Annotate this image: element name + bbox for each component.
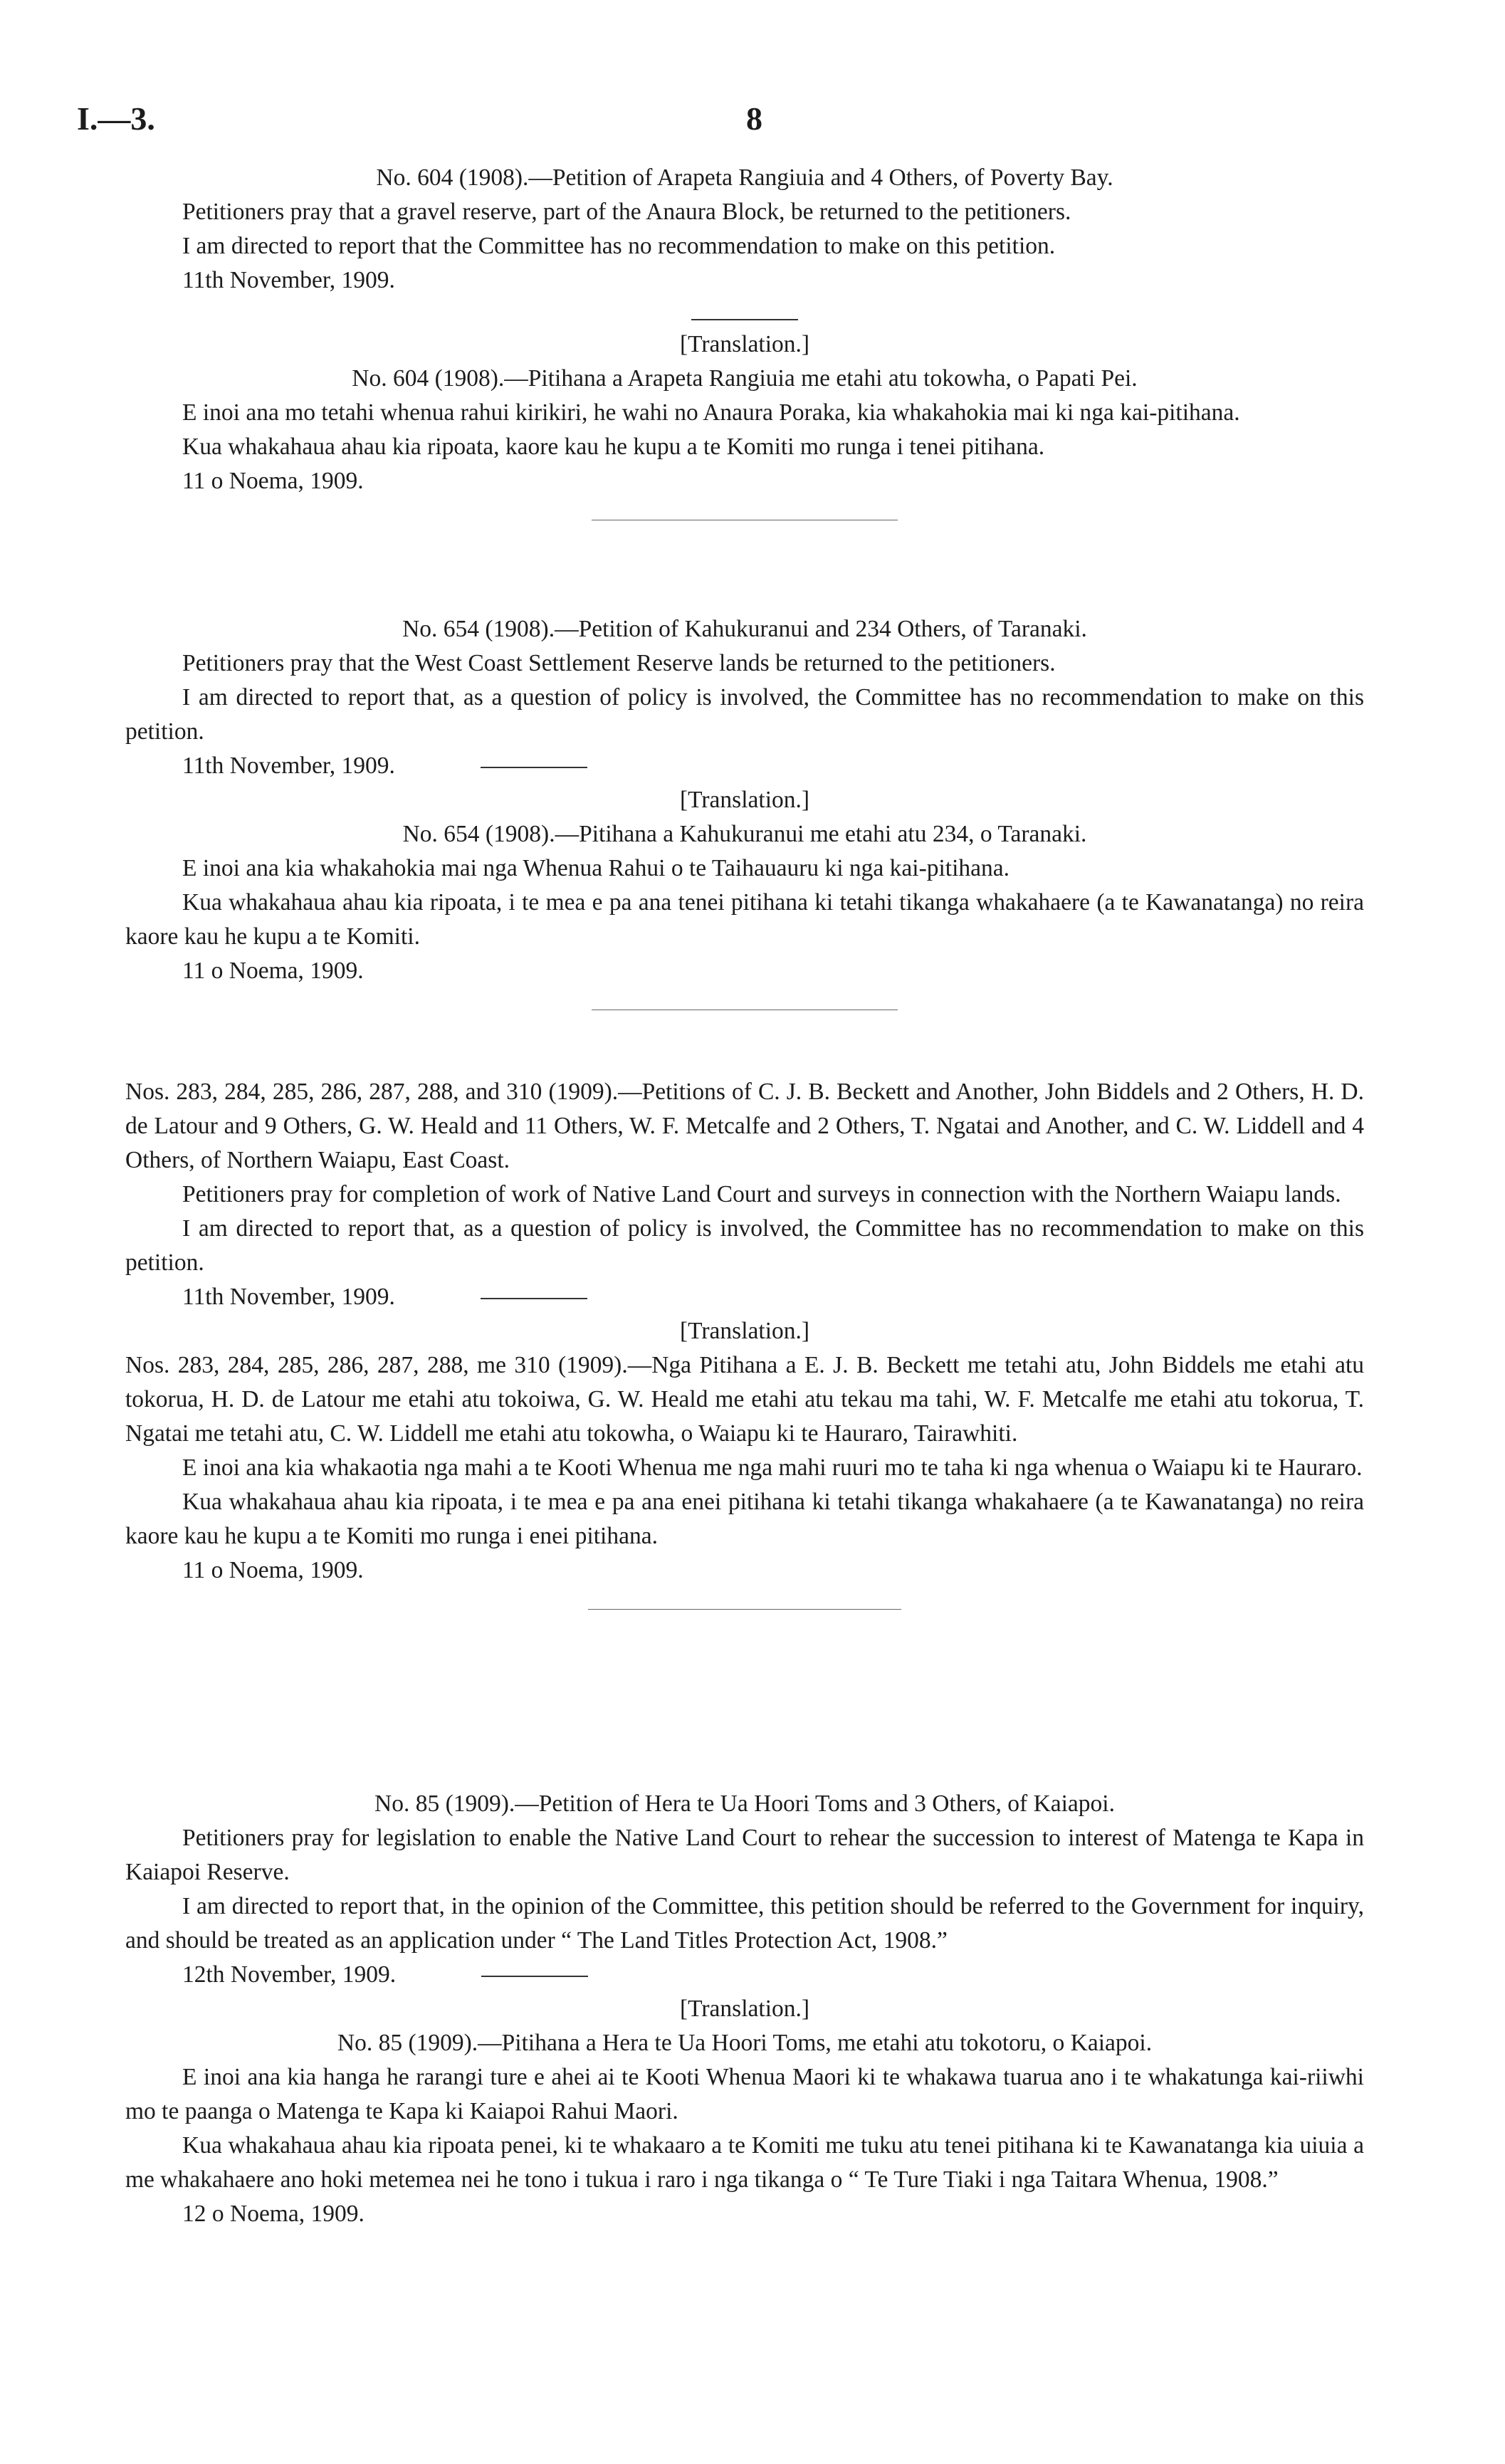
translation-title: No. 85 (1909).—Pitihana a Hera te Ua Hoori Toms, me etahi atu tokotoru, o Kaiapoi. [337,2030,1153,2056]
translation-title: Nos. 283, 284, 285, 286, 287, 288, me 310 (1909).—Nga Pitihana a E. J. B. Beckett me tetahi atu, John Biddels me etahi atu tokorua, H. D. de Latour me etahi atu tokoiwa, G. W. Heald me etahi atu tekau ma tahi, W. F. Metcalfe me etahi atu tokorua, T. Ngatai me tetahi atu, C. W. Liddell me etahi atu tokowha, o Waiapu ki te Hauraro, Tairawhiti. [125,1352,1364,1447]
translation-prayer: E inoi ana kia whakaotia nga mahi a te Kooti Whenua me nga mahi ruuri mo te taha ki nga whenua o Waiapu ki te Hauraro. [182,1454,1363,1481]
petition-title: No. 604 (1908).—Petition of Arapeta Rangiuia and 4 Others, of Poverty Bay. [376,164,1113,191]
date-text: 11th November, 1909. [182,1284,395,1310]
translation-label: [Translation.] [679,787,810,813]
translation-report: Kua whakahaua ahau kia ripoata, kaore kau he kupu a te Komiti mo runga i tenei pitihana. [182,434,1045,460]
translation-label: [Translation.] [679,1996,810,2022]
translation-label: [Translation.] [679,331,810,357]
translation-title: No. 604 (1908).—Pitihana a Arapeta Rangiuia me etahi atu tokowha, o Papati Pei. [352,365,1138,392]
translation-prayer: E inoi ana kia whakahokia mai nga Whenua Rahui o te Taihauauru ki nga kai-pitihana. [182,855,1010,881]
rule-divider [691,319,798,320]
translation-date: 11 o Noema, 1909. [182,1557,364,1583]
petition-date: 11th November, 1909. [182,267,395,293]
translation-report: Kua whakahaua ahau kia ripoata penei, ki te whakaaro a te Komiti me tuku atu tenei pitihana ki te Kawanatanga kia uiuia a me whakahaere ano hoki metemea nei he tono i tukua i raro i nga tikanga o “ Te Ture Tiaki i nga Taitara Whenua, 1908.” [125,2132,1364,2193]
petition-report: I am directed to report that the Committee has no recommendation to make on this petition. [182,233,1056,259]
signature-rule [481,1298,587,1299]
section-separator [588,1609,901,1610]
petition-date [125,749,1364,783]
date-text: 12th November, 1909. [182,1961,397,1988]
petition-title: Nos. 283, 284, 285, 286, 287, 288, and 310 (1909).—Petitions of C. J. B. Beckett and Another, John Biddels and 2 Others, H. D. de Latour and 9 Others, G. W. Heald and 11 Others, W. F. Metcalfe and 2 Others, T. Ngatai and Another, and C. W. Liddell and 4 Others, of Northern Waiapu, East Coast. [125,1079,1364,1173]
petition-report: I am directed to report that, as a question of policy is involved, the Committee has no recommendation to make on this petition. [125,1215,1364,1276]
signature-rule [481,1976,588,1977]
translation-title: No. 654 (1908).—Pitihana a Kahukuranui me etahi atu 234, o Taranaki. [402,821,1087,847]
date-text: 11th November, 1909. [182,753,395,779]
petition-title: No. 85 (1909).—Petition of Hera te Ua Hoori Toms and 3 Others, of Kaiapoi. [374,1791,1115,1817]
translation-date: 11 o Noema, 1909. [182,958,364,984]
petition-date [125,1280,1364,1314]
translation-label: [Translation.] [679,1318,810,1344]
translation-report: Kua whakahaua ahau kia ripoata, i te mea e pa ana tenei pitihana ki tetahi tikanga whakahaere (a te Kawanatanga) no reira kaore kau he kupu a te Komiti. [125,889,1364,950]
petition-report: I am directed to report that, in the opinion of the Committee, this petition should be referred to the Government for inquiry, and should be treated as an application under “ The Land Titles Protection Act, 1908.” [125,1893,1364,1954]
petition-report: I am directed to report that, as a question of policy is involved, the Committee has no recommendation to make on this petition. [125,684,1364,745]
translation-prayer: E inoi ana kia hanga he rarangi ture e ahei ai te Kooti Whenua Maori ki te whakawa tuarua ano i te whakatunga kai-riiwhi mo te paanga o Matenga te Kapa ki Kaiapoi Rahui Maori. [125,2064,1364,2124]
petition-title: No. 654 (1908).—Petition of Kahukuranui and 234 Others, of Taranaki. [402,616,1087,642]
petition-604 [125,161,1364,542]
petition-prayer: Petitioners pray for completion of work of Native Land Court and surveys in connection with the Northern Waiapu lands. [182,1181,1341,1207]
translation-report: Kua whakahaua ahau kia ripoata, i te mea e pa ana enei pitihana ki tetahi tikanga whakahaere (a te Kawanatanga) no reira kaore kau he kupu a te Komiti mo runga i enei pitihana. [125,1489,1364,1549]
petition-prayer: Petitioners pray that the West Coast Settlement Reserve lands be returned to the petitioners. [182,650,1056,676]
petition-85 [125,1787,1364,2231]
petition-date [125,1958,1364,1992]
page-number: 8 [746,100,762,137]
translation-prayer: E inoi ana mo tetahi whenua rahui kirikiri, he wahi no Anaura Poraka, kia whakahokia mai ki nga kai-pitihana. [182,399,1240,426]
petition-prayer: Petitioners pray for legislation to enable the Native Land Court to rehear the succession to interest of Matenga te Kapa in Kaiapoi Reserve. [125,1825,1364,1885]
petition-283-310 [125,1075,1364,1631]
translation-date: 12 o Noema, 1909. [182,2201,365,2227]
petition-prayer: Petitioners pray that a gravel reserve, part of the Anaura Block, be returned to the petitioners. [182,199,1071,225]
petition-654 [125,612,1364,1032]
paper-reference: I.—3. [77,100,155,137]
translation-date: 11 o Noema, 1909. [182,468,364,494]
signature-rule [481,767,587,768]
